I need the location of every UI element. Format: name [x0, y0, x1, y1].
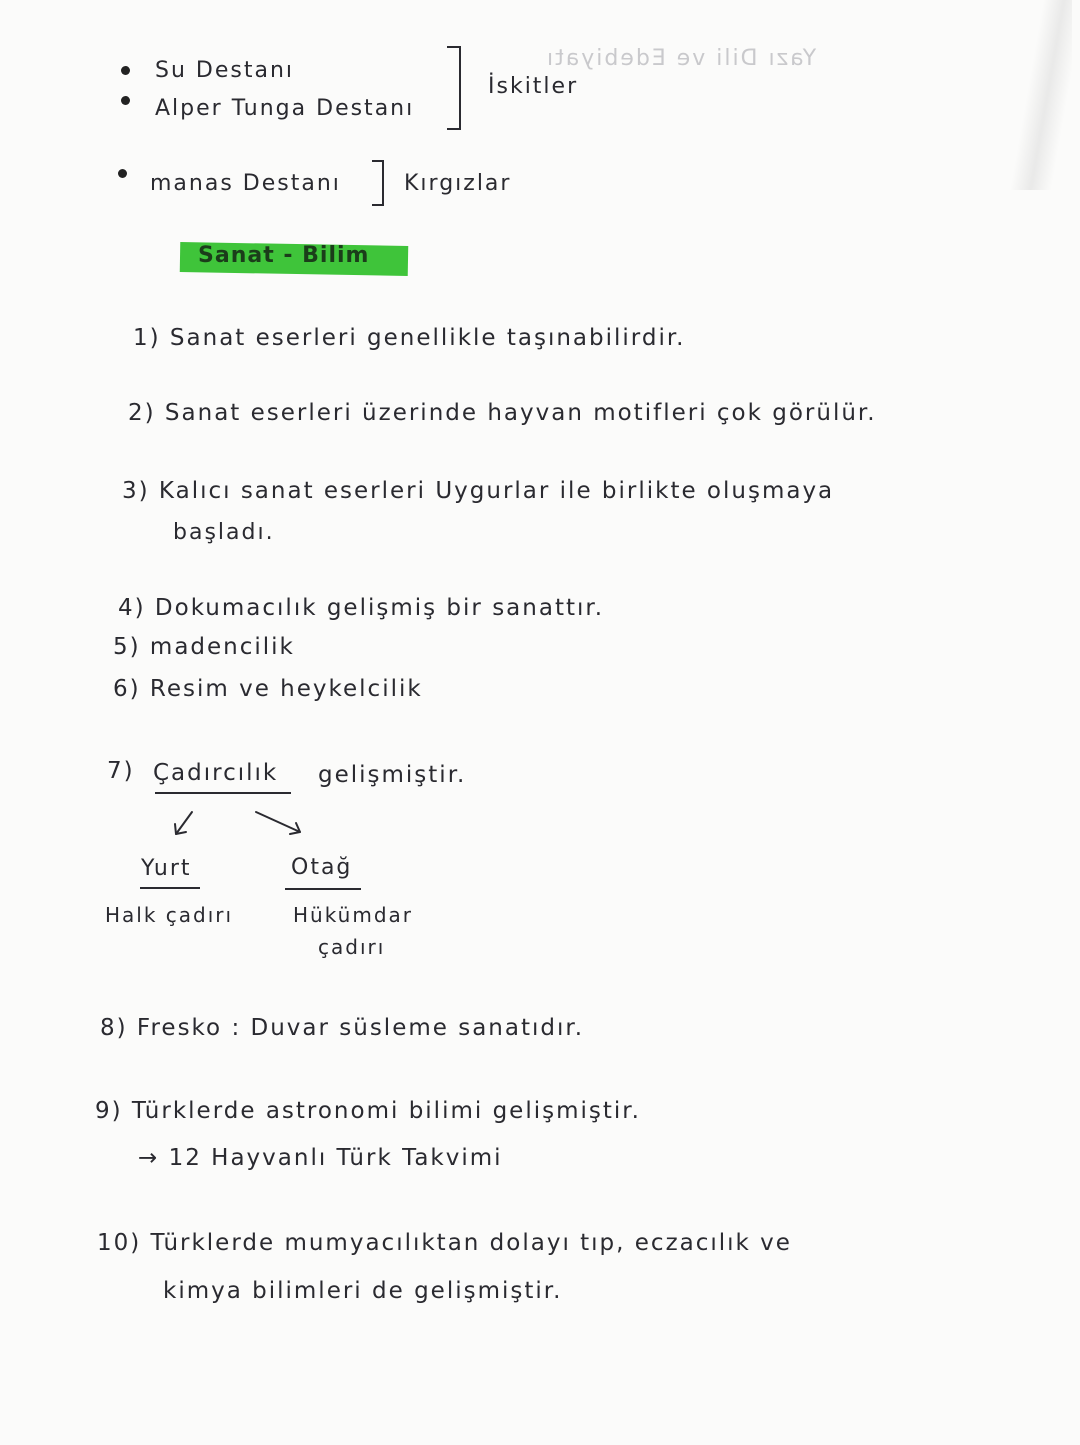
list-item-alper-tunga: Alper Tunga Destanı	[155, 96, 415, 121]
section-heading: Sanat - Bilim	[198, 243, 370, 268]
list-item-su-destani: Su Destanı	[155, 58, 295, 83]
note-item-4: 4) Dokumacılık gelişmiş bir sanattır.	[118, 595, 605, 621]
note-item-10: 10) Türklerde mumyacılıktan dolayı tıp, eczacılık ve	[97, 1230, 792, 1256]
note-item-1: 1) Sanat eserleri genellikle taşınabilirdir.	[133, 325, 686, 351]
yurt-description: Halk çadırı	[105, 903, 234, 927]
arrow-right	[256, 812, 300, 832]
note-item-6: 6) Resim ve heykelcilik	[113, 676, 423, 702]
branch-otag: Otağ	[291, 855, 353, 880]
branch-underline	[140, 887, 200, 889]
list-item-manas: manas Destanı	[150, 171, 341, 196]
group-label-iskitler: İskitler	[488, 74, 579, 99]
note-item-8: 8) Fresko : Duvar süsleme sanatıdır.	[100, 1015, 585, 1041]
note-item-9-sub: → 12 Hayvanlı Türk Takvimi	[138, 1145, 503, 1171]
otag-description-line2: çadırı	[318, 935, 386, 959]
note-item-7-rest: gelişmiştir.	[318, 762, 467, 788]
note-item-9: 9) Türklerde astronomi bilimi gelişmiştir.	[95, 1098, 641, 1124]
note-item-7-number: 7)	[107, 758, 135, 784]
note-item-3-continued: başladı.	[173, 520, 275, 545]
note-item-7-keyword: Çadırcılık	[153, 760, 279, 786]
branch-yurt: Yurt	[141, 856, 192, 881]
otag-description-line1: Hükümdar	[293, 903, 414, 927]
note-item-2: 2) Sanat eserleri üzerinde hayvan motifleri çok görülür.	[128, 400, 877, 426]
note-item-3: 3) Kalıcı sanat eserleri Uygurlar ile birlikte oluşmaya	[122, 478, 835, 504]
arrow-left	[176, 812, 192, 834]
note-item-5: 5) madencilik	[113, 634, 295, 660]
bleed-through-text: Yazı Dili ve Edebiyatı	[545, 46, 817, 71]
note-item-10-continued: kimya bilimleri de gelişmiştir.	[163, 1278, 563, 1304]
branch-underline	[285, 888, 361, 890]
group-label-kirgizlar: Kırgızlar	[404, 171, 512, 196]
